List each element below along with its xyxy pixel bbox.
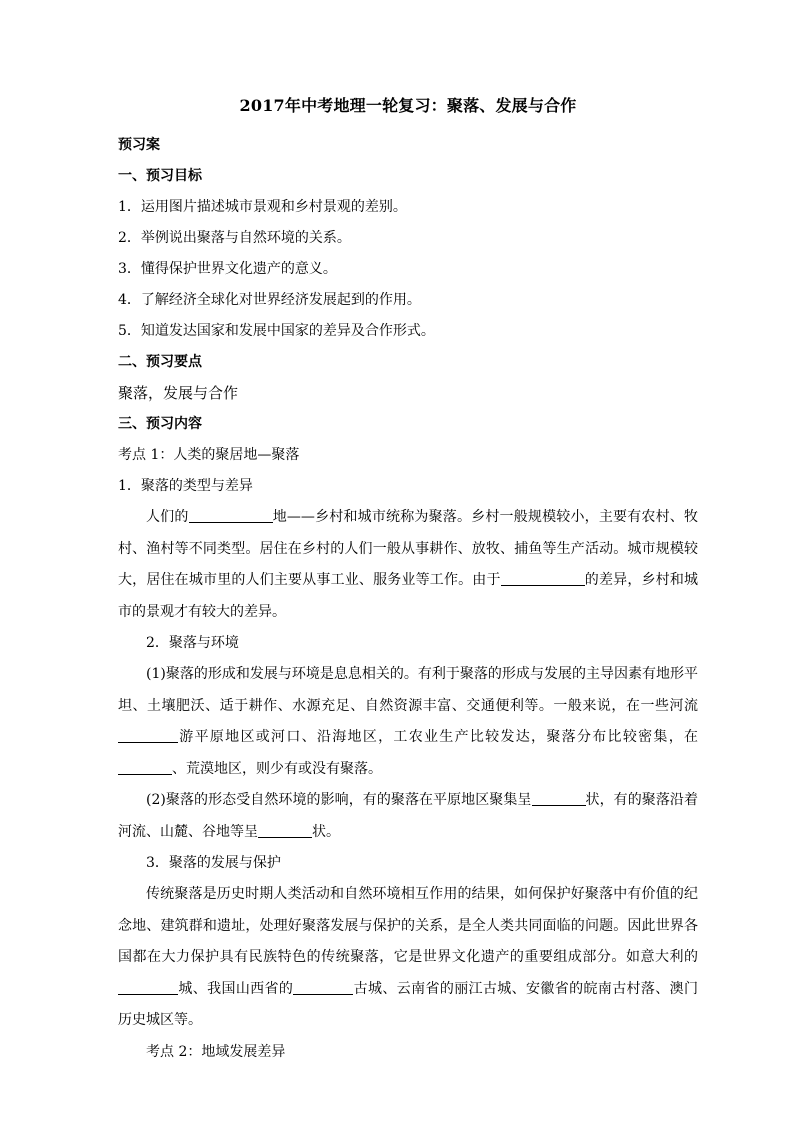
goal-item: 2．举例说出聚落与自然环境的关系。 — [118, 230, 351, 246]
s2-text-a: (1)聚落的形成和发展与环境是息息相关的。有利于聚落的形成与发展的主导因素有地形平坦、土壤肥沃、适于耕作、水源充足、自然资源丰富、交通便利等。一般来说，在一些河流 — [118, 666, 698, 714]
s2-text-b: 游平原地区或河口、沿海地区，工农业生产比较发达，聚落分布比较密集，在 — [178, 729, 698, 745]
document-page — [118, 96, 698, 1068]
s1-paragraph — [118, 502, 698, 628]
kp1-title: 考点 1：人类的聚居地—聚落 — [118, 447, 300, 463]
s2-paragraph-2 — [118, 785, 698, 848]
fill-blank[interactable] — [532, 790, 586, 806]
s1-text-c: 的差异，乡村和城市的景观才有较大的差异。 — [118, 572, 699, 620]
s3-title: 3．聚落的发展与保护 — [146, 855, 281, 871]
fill-blank[interactable] — [293, 979, 353, 995]
document-title: 2017年中考地理一轮复习：聚落、发展与合作 — [239, 96, 577, 115]
fill-blank[interactable] — [501, 570, 585, 586]
goal-heading: 一、预习目标 — [118, 168, 202, 184]
s3-text-c: 古城、云南省的丽江古城、安徽省的皖南古村落、澳门历史城区等。 — [118, 980, 699, 1028]
goal-item: 1．运用图片描述城市景观和乡村景观的差别。 — [118, 199, 407, 215]
keypoints-text: 聚落，发展与合作 — [118, 384, 239, 402]
content-heading: 三、预习内容 — [118, 416, 202, 432]
s2-paragraph-1 — [118, 659, 698, 785]
s2-text-c: 、荒漠地区，则少有或没有聚落。 — [172, 760, 382, 777]
s1-text-b: 地——乡村和城市统称为聚落。乡村一般规模较小，主要有农村、牧村、渔村等不同类型。居住在乡村的人们一般从事耕作、放牧、捕鱼等生产活动。城市规模较大，居住在城市里的人们主要从事工业、服务业等工作。由于 — [118, 509, 698, 588]
fill-blank[interactable] — [118, 979, 178, 995]
s2-text-f: 状。 — [312, 823, 340, 840]
goal-item: 3．懂得保护世界文化遗产的意义。 — [118, 261, 337, 277]
kp2-title: 考点 2：地域发展差异 — [146, 1043, 286, 1060]
goal-item: 5．知道发达国家和发展中国家的差异及合作形式。 — [118, 323, 435, 339]
s3-text-a: 传统聚落是历史时期人类活动和自然环境相互作用的结果，如何保护好聚落中有价值的纪念地、建筑群和遗址，处理好聚落发展与保护的关系，是全人类共同面临的问题。因此世界各国都在大力保护具有民族特色的传统聚落，它是世界文化遗产的重要组成部分。如意大利的 — [118, 886, 698, 965]
s3-text-b: 城、我国山西省的 — [178, 980, 294, 997]
s2-text-e: 状，有的聚落沿着河流、山麓、谷地等呈 — [118, 792, 698, 840]
fill-blank[interactable] — [118, 759, 172, 775]
fill-blank[interactable] — [258, 822, 312, 838]
s1-text-a: 人们的 — [146, 509, 189, 525]
section-preview-heading: 预习案 — [118, 137, 160, 153]
fill-blank[interactable] — [118, 727, 178, 743]
goal-item: 4．了解经济全球化对世界经济发展起到的作用。 — [118, 292, 421, 308]
s3-paragraph — [118, 879, 698, 1037]
fill-blank[interactable] — [189, 507, 273, 523]
s2-text-d: (2)聚落的形态受自然环境的影响，有的聚落在平原地区聚集呈 — [146, 792, 532, 808]
s2-title: 2．聚落与环境 — [146, 635, 239, 651]
keypoints-heading: 二、预习要点 — [118, 354, 202, 370]
s1-title: 1．聚落的类型与差异 — [118, 478, 253, 494]
